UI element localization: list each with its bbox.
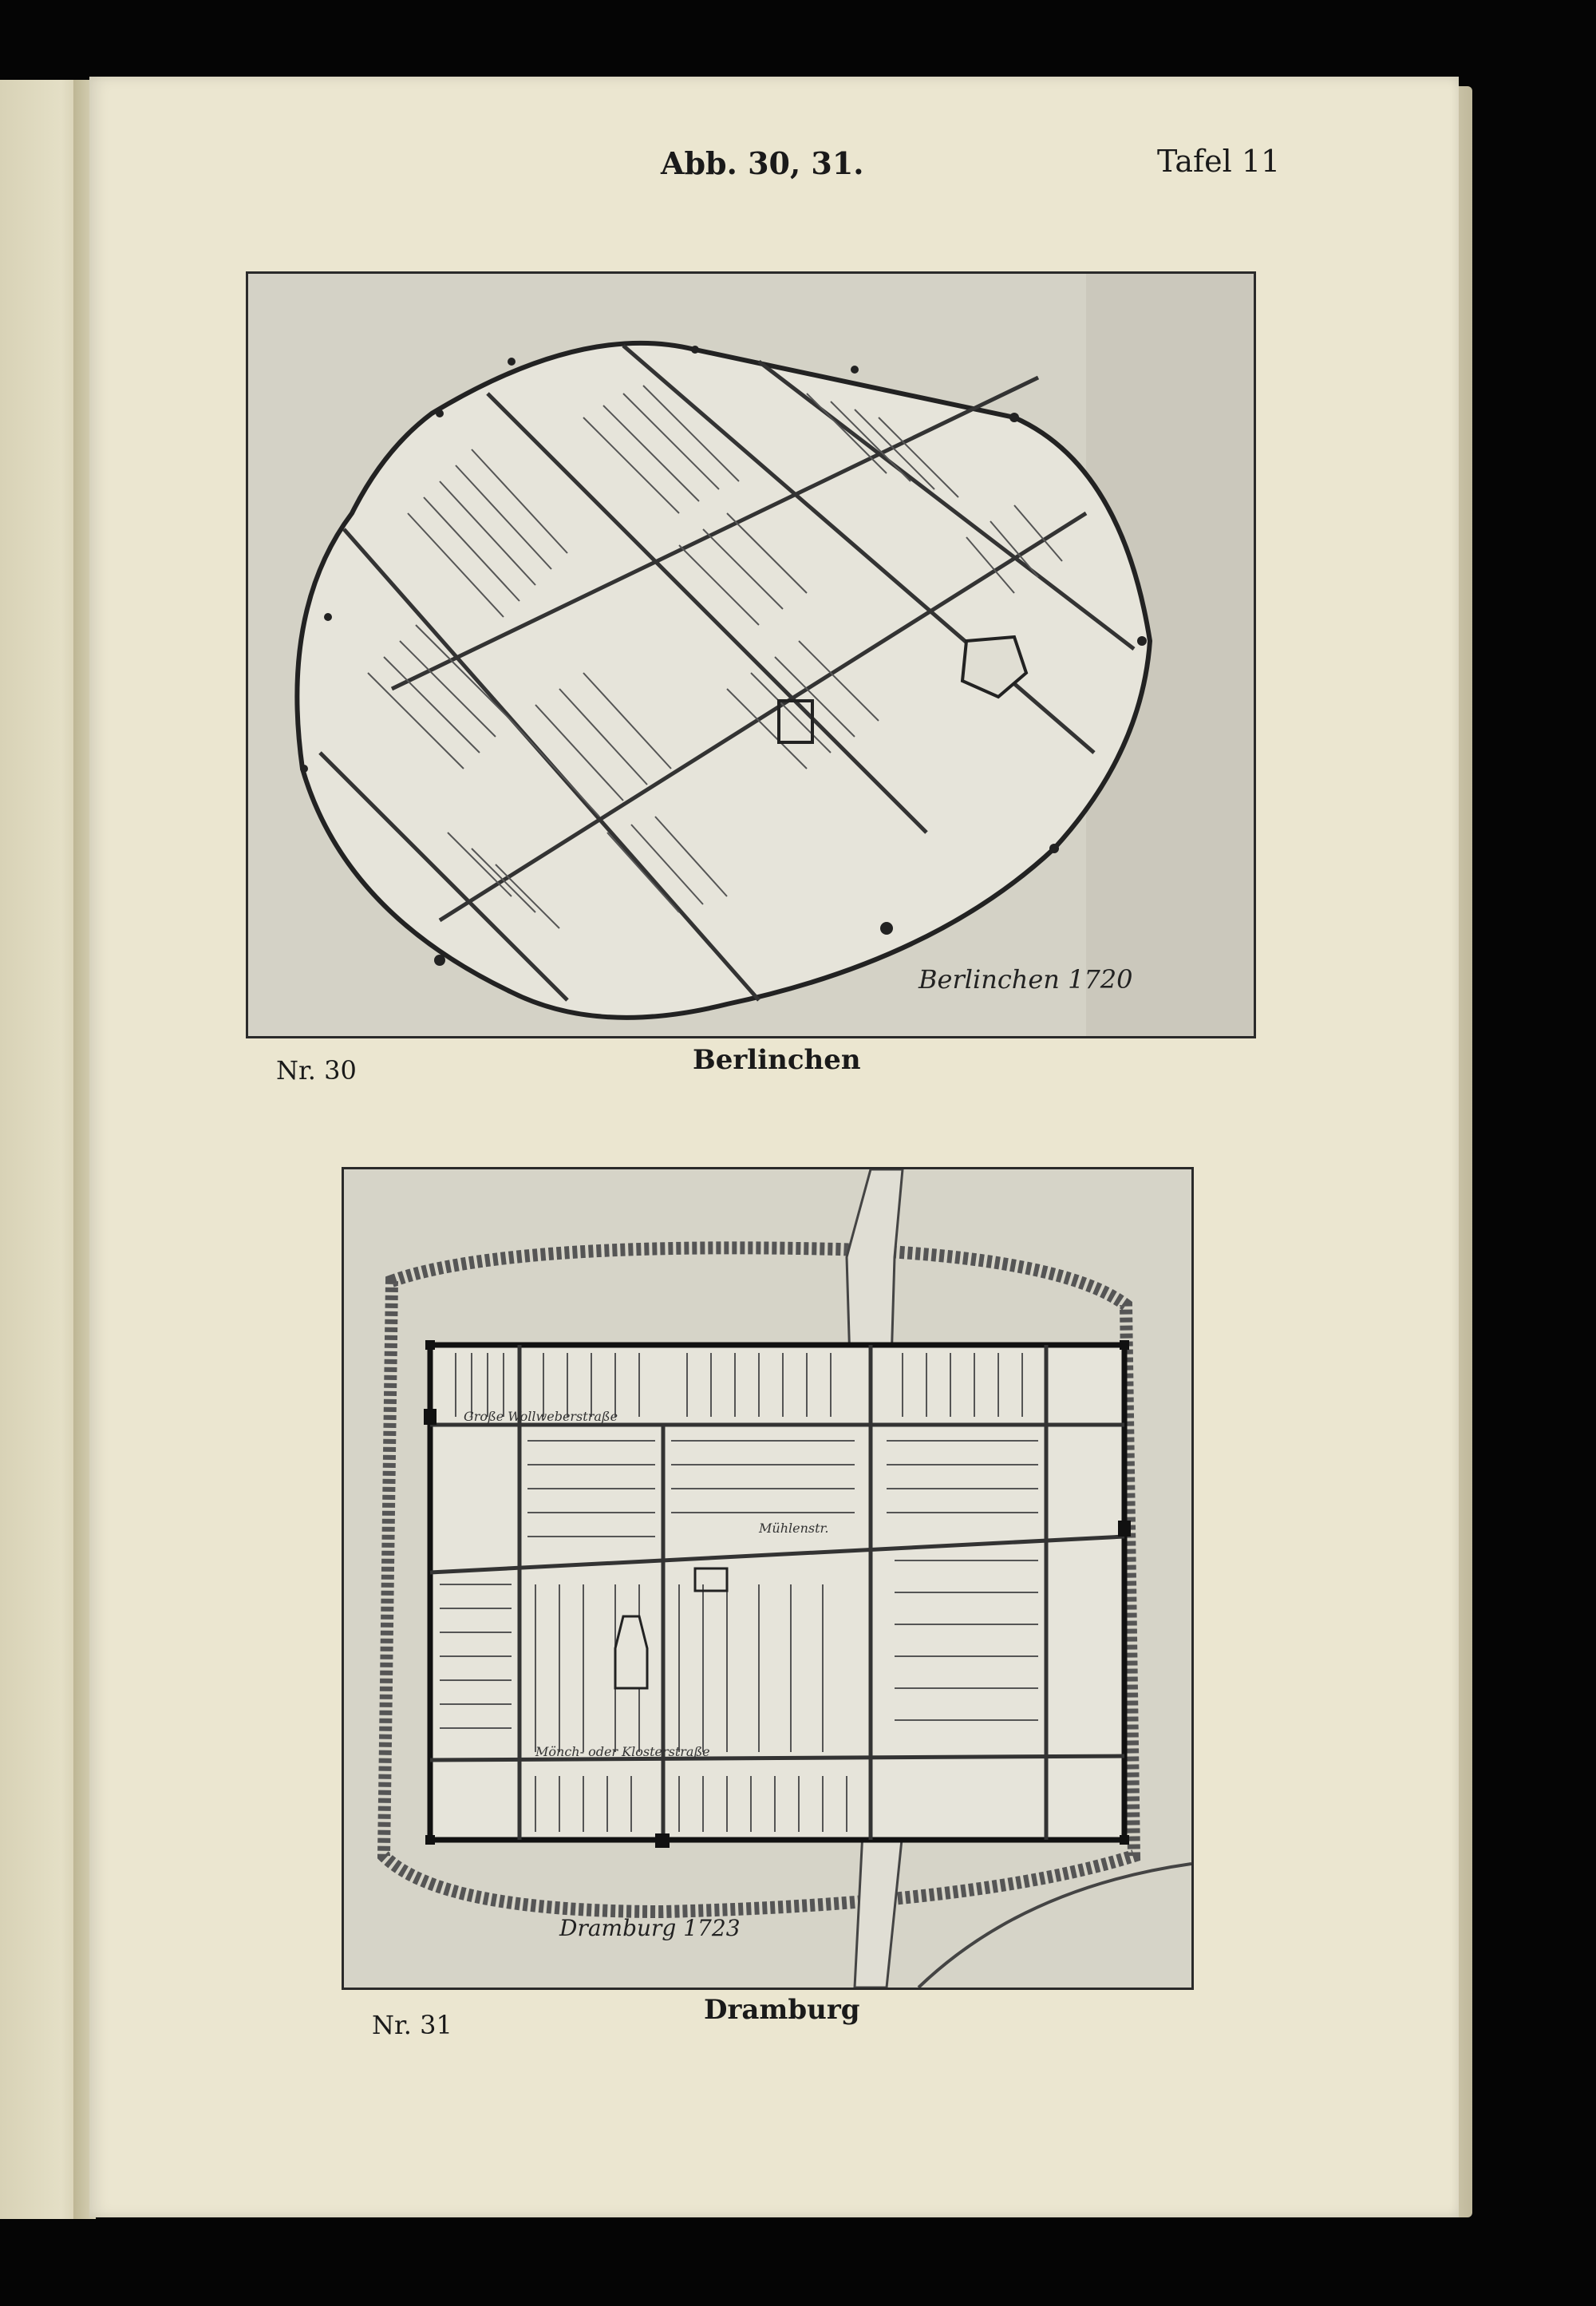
- map-berlinchen-drawing: [248, 274, 1254, 1036]
- map-dramburg-drawing: [344, 1169, 1191, 1988]
- figure-title-berlinchen: Berlinchen: [693, 1044, 861, 1076]
- street-label-muehlenstrasse: Mühlenstr.: [759, 1521, 829, 1536]
- street-label-grosse-wollweberstrasse: Große Wollweberstraße: [464, 1409, 618, 1424]
- map-berlinchen: [246, 271, 1256, 1038]
- figure-number-30: Nr. 30: [276, 1055, 357, 1086]
- street-label-klosterstrasse: Mönch- oder Klosterstraße: [535, 1744, 710, 1759]
- plate-label: Tafel 11: [1157, 144, 1281, 179]
- berlinchen-inscription: Berlinchen 1720: [918, 964, 1133, 995]
- dramburg-inscription: Dramburg 1723: [559, 1915, 741, 1941]
- figure-title-dramburg: Dramburg: [704, 1994, 860, 2026]
- figure-reference: Abb. 30, 31.: [661, 145, 864, 181]
- figure-number-31: Nr. 31: [372, 2010, 452, 2040]
- map-dramburg: [342, 1167, 1194, 1990]
